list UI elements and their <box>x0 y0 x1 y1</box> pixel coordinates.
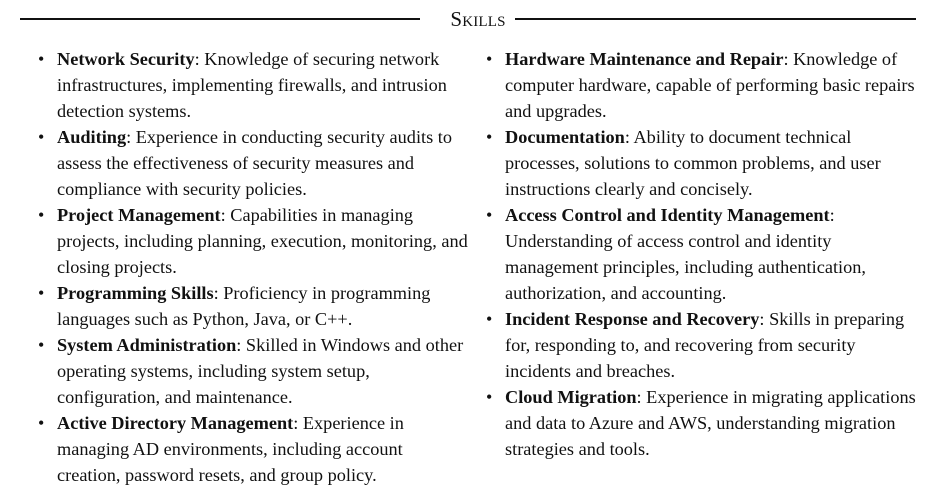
skill-term: Hardware Maintenance and Repair <box>505 49 784 69</box>
bullet-icon: • <box>486 205 493 225</box>
skill-item-cloud-migration <box>486 384 916 462</box>
skill-description: : Capabilities in managing projects, including planning, execution, monitoring, and closing projects. <box>57 205 468 277</box>
heading-rule-right <box>515 18 916 20</box>
bullet-icon: • <box>38 413 45 433</box>
skill-description: : Knowledge of securing network infrastructures, implementing firewalls, and intrusion detection systems. <box>57 49 447 121</box>
skill-description: : Skilled in Windows and other operating systems, including system setup, configuration, and maintenance. <box>57 335 464 407</box>
skill-description: : Proficiency in programming languages such as Python, Java, or C++. <box>57 283 431 329</box>
bullet-icon: • <box>38 283 45 303</box>
skill-item-active-directory-management <box>38 410 468 488</box>
skill-term: Project Management <box>57 205 221 225</box>
skill-term: Network Security <box>57 49 195 69</box>
skill-item-incident-response <box>486 306 916 384</box>
skill-item-network-security <box>38 46 468 124</box>
skill-item-programming-skills <box>38 280 468 332</box>
skill-term: Access Control and Identity Management <box>505 205 830 225</box>
bullet-icon: • <box>38 335 45 355</box>
skill-description: : Skills in preparing for, responding to, and recovering from security incidents and breaches. <box>505 309 905 381</box>
skill-item-access-control <box>486 202 916 306</box>
skill-term: Active Directory Management <box>57 413 294 433</box>
skills-list-left <box>38 46 468 488</box>
skill-term: Auditing <box>57 127 127 147</box>
skill-item-project-management <box>38 202 468 280</box>
skill-term: Incident Response and Recovery <box>505 309 760 329</box>
skill-description: : Experience in migrating applications and data to Azure and AWS, understanding migration strategies and tools. <box>505 387 916 459</box>
skill-term: Cloud Migration <box>505 387 637 407</box>
skill-item-hardware-maintenance <box>486 46 916 124</box>
skill-term: Documentation <box>505 127 625 147</box>
bullet-icon: • <box>38 205 45 225</box>
heading-rule-left <box>20 18 420 20</box>
skill-item-documentation <box>486 124 916 202</box>
skill-description: : Understanding of access control and identity management principles, including authentication, authorization, and accounting. <box>505 205 866 303</box>
bullet-icon: • <box>486 387 493 407</box>
skill-description: : Experience in managing AD environments, including account creation, password resets, and group policy. <box>57 413 404 485</box>
bullet-icon: • <box>486 127 493 147</box>
section-heading-row <box>20 6 916 34</box>
skills-list-right <box>486 46 916 462</box>
skill-term: System Administration <box>57 335 237 355</box>
bullet-icon: • <box>486 309 493 329</box>
skill-term: Programming Skills <box>57 283 214 303</box>
skill-item-auditing <box>38 124 468 202</box>
skill-description: : Experience in conducting security audits to assess the effectiveness of security measures and compliance with security policies. <box>57 127 453 199</box>
bullet-icon: • <box>38 49 45 69</box>
bullet-icon: • <box>486 49 493 69</box>
skill-description: : Ability to document technical processes, solutions to common problems, and user instructions clearly and concisely. <box>505 127 881 199</box>
bullet-icon: • <box>38 127 45 147</box>
section-title: Skills <box>450 7 506 31</box>
skill-description: : Knowledge of computer hardware, capable of performing basic repairs and upgrades. <box>505 49 915 121</box>
skill-item-system-administration <box>38 332 468 410</box>
